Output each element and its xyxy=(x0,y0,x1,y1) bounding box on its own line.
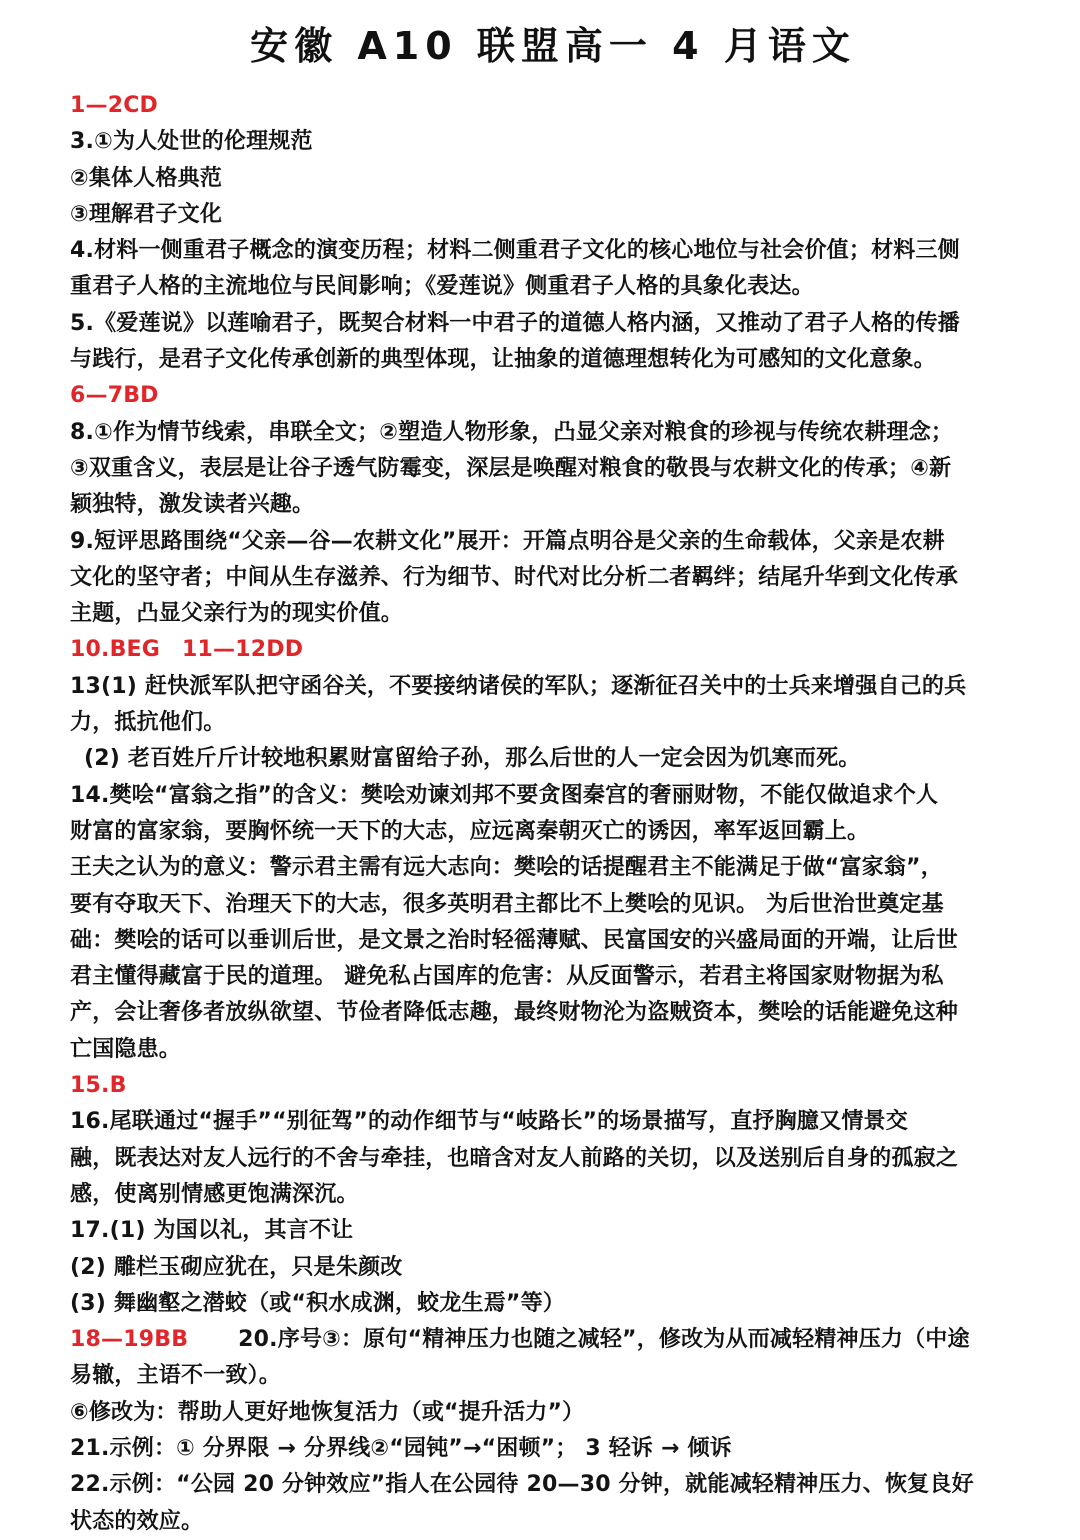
answer-14-line-6: 君主懂得藏富于民的道理。 避免私占国库的危害：从反面警示，若君主将国家财物据为私 xyxy=(70,964,944,990)
answer-14-line-2: 财富的富家翁，要胸怀统一天下的大志，应远离秦朝灭亡的诱因，率军返回霸上。 xyxy=(70,818,870,844)
answer-3-line-1: 3.①为人处世的伦理规范 xyxy=(70,129,313,155)
answer-16-line-2: 融，既表达对友人远行的不舍与牵挂，也暗含对友人前路的关切，以及送别后自身的孤寂之 xyxy=(70,1145,959,1171)
answer-17-line-3: (3) 舞幽壑之潜蛟（或“积水成渊，蛟龙生焉”等） xyxy=(70,1290,565,1316)
answer-18-20-row xyxy=(70,1322,1036,1358)
answer-14-line-7: 产，会让奢侈者放纵欲望、节俭者降低志趣，最终财物沦为盗贼资本，樊哙的话能避免这种 xyxy=(70,1000,959,1026)
answer-9-line-3: 主题，凸显父亲行为的现实价值。 xyxy=(70,601,404,627)
answer-4-line-1: 4.材料一侧重君子概念的演变历程；材料二侧重君子文化的核心地位与社会价值；材料三侧 xyxy=(70,238,960,264)
answer-4-line-2: 重君子人格的主流地位与民间影响；《爱莲说》侧重君子人格的具象化表达。 xyxy=(70,274,814,300)
answer-5-line-1: 5.《爱莲说》以莲喻君子，既契合材料一中君子的道德人格内涵，又推动了君子人格的传播 xyxy=(70,310,960,336)
answer-8-line-1: 8.①作为情节线索，串联全文；②塑造人物形象，凸显父亲对粮食的珍视与传统农耕理念； xyxy=(70,419,954,445)
answer-14-line-3: 王夫之认为的意义：警示君主需有远大志向：樊哙的话提醒君主不能满足于做“富家翁”， xyxy=(70,855,943,881)
answer-14-line-1: 14.樊哙“富翁之指”的含义：樊哙劝谏刘邦不要贪图秦宫的奢丽财物，不能仅做追求个人 xyxy=(70,782,939,808)
answer-21: 21.示例：① 分界限 → 分界线②“园钝”→“困顿”； 3 轻诉 → 倾诉 xyxy=(70,1435,732,1461)
answer-10-12-row xyxy=(70,632,1036,668)
answer-13-line-3: (2) 老百姓斤斤计较地积累财富留给子孙，那么后世的人一定会因为饥寒而死。 xyxy=(84,746,861,772)
answer-8-line-3: 颖独特，激发读者兴趣。 xyxy=(70,492,315,518)
page-title: 安徽 A10 联盟高一 4 月语文 xyxy=(250,24,856,68)
answer-11-12: 11—12DD xyxy=(182,637,304,663)
answer-13-line-1: 13(1) 赶快派军队把守函谷关，不要接纳诸侯的军队；逐渐征召关中的士兵来增强自己的兵 xyxy=(70,673,967,699)
answer-3-line-3: ③理解君子文化 xyxy=(70,201,223,227)
answer-14-line-5: 础：樊哙的话可以垂训后世，是文景之治时轻徭薄赋、民富国安的兴盛局面的开端，让后世 xyxy=(70,927,959,953)
answer-20-line-1: 20.序号③：原句“精神压力也随之减轻”，修改为从而减轻精神压力（中途 xyxy=(238,1327,970,1353)
answer-16-line-3: 感，使离别情感更饱满深沉。 xyxy=(70,1181,359,1207)
answer-10: 10.BEG xyxy=(70,637,161,663)
answer-14-line-8: 亡国隐患。 xyxy=(70,1036,182,1062)
answer-18-19: 18—19BB xyxy=(70,1327,189,1353)
answer-14-line-4: 要有夺取天下、治理天下的大志，很多英明君主都比不上樊哙的见识。 为后世治世奠定基 xyxy=(70,891,944,917)
answer-13-line-2: 力，抵抗他们。 xyxy=(70,710,226,736)
answer-17-line-2: (2) 雕栏玉砌应犹在，只是朱颜改 xyxy=(70,1254,403,1280)
answer-22-line-2: 状态的效应。 xyxy=(70,1508,204,1534)
answer-15: 15.B xyxy=(70,1073,127,1099)
answer-16-line-1: 16.尾联通过“握手”“别征驾”的动作细节与“岐路长”的场景描写，直抒胸臆又情景交 xyxy=(70,1109,908,1135)
answer-22-line-1: 22.示例：“公园 20 分钟效应”指人在公园待 20—30 分钟，就能减轻精神压力、恢复良好 xyxy=(70,1472,974,1498)
answer-6-7: 6—7BD xyxy=(70,383,159,409)
answer-20-line-3: ⑥修改为：帮助人更好地恢复活力（或“提升活力”） xyxy=(70,1399,585,1425)
answer-5-line-2: 与践行，是君子文化传承创新的典型体现，让抽象的道德理想转化为可感知的文化意象。 xyxy=(70,347,936,373)
answer-8-line-2: ③双重含义，表层是让谷子透气防霉变，深层是唤醒对粮食的敬畏与农耕文化的传承；④新 xyxy=(70,455,952,481)
answer-1-2: 1—2CD xyxy=(70,93,159,118)
answer-9-line-2: 文化的坚守者；中间从生存滋养、行为细节、时代对比分析二者羁绊；结尾升华到文化传承 xyxy=(70,564,959,590)
answer-20-line-2: 易辙，主语不一致）。 xyxy=(70,1363,282,1389)
answer-9-line-1: 9.短评思路围绕“父亲—谷—农耕文化”展开：开篇点明谷是父亲的生命载体，父亲是农耕 xyxy=(70,528,945,554)
answer-3-line-2: ②集体人格典范 xyxy=(70,165,223,191)
answer-17-line-1: 17.(1) 为国以礼，其言不让 xyxy=(70,1218,354,1244)
